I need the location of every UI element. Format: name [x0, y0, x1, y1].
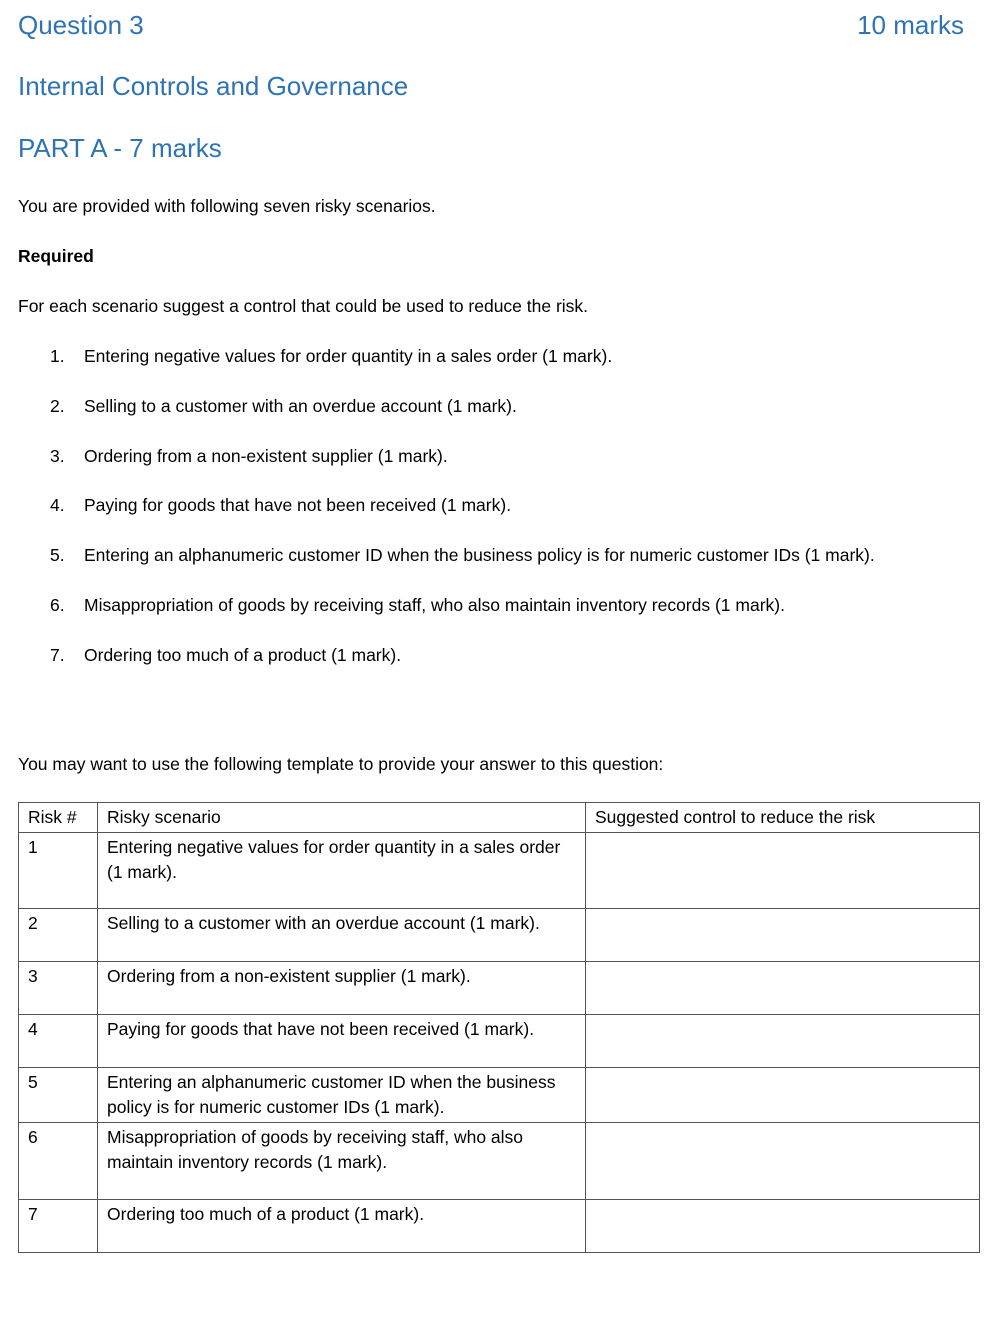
risk-number-cell: 2: [19, 909, 98, 962]
risk-number-cell: 6: [19, 1123, 98, 1200]
scenario-text: Selling to a customer with an overdue account (1 mark).: [84, 396, 517, 416]
table-row: [19, 833, 980, 909]
control-cell[interactable]: [586, 1015, 980, 1068]
instruction-text: For each scenario suggest a control that could be used to reduce the risk.: [18, 296, 589, 316]
table-row: [19, 1123, 980, 1200]
scenario-number: 4.: [50, 495, 65, 515]
scenario-text: Misappropriation of goods by receiving staff, who also maintain inventory records (1 mark).: [84, 595, 785, 615]
risk-number-cell: 1: [19, 833, 98, 909]
scenario-cell: Ordering from a non-existent supplier (1 mark).: [98, 962, 586, 1015]
scenario-item: [50, 446, 448, 467]
scenario-text: Ordering from a non-existent supplier (1 mark).: [84, 446, 448, 466]
table-row: [19, 1200, 980, 1253]
scenario-number: 1.: [50, 346, 65, 366]
scenario-text: Paying for goods that have not been received (1 mark).: [84, 495, 512, 515]
scenario-item: [50, 595, 785, 616]
control-cell[interactable]: [586, 833, 980, 909]
intro-text: You are provided with following seven risky scenarios.: [18, 196, 436, 216]
scenario-text: Entering negative values for order quantity in a sales order (1 mark).: [84, 346, 613, 366]
risk-number-cell: 4: [19, 1015, 98, 1068]
risk-number-cell: 5: [19, 1068, 98, 1123]
scenario-cell: Misappropriation of goods by receiving staff, who also maintain inventory records (1 mark).: [98, 1123, 586, 1200]
scenario-cell: Ordering too much of a product (1 mark).: [98, 1200, 586, 1253]
control-cell[interactable]: [586, 962, 980, 1015]
table-row: [19, 1015, 980, 1068]
scenario-cell: Paying for goods that have not been received (1 mark).: [98, 1015, 586, 1068]
scenario-cell: Entering negative values for order quantity in a sales order (1 mark).: [98, 833, 586, 909]
table-row: [19, 962, 980, 1015]
table-header-row: [19, 803, 980, 833]
header-suggested-control: Suggested control to reduce the risk: [586, 803, 980, 833]
control-cell[interactable]: [586, 1068, 980, 1123]
part-heading: PART A - 7 marks: [18, 133, 222, 163]
scenario-item: [50, 396, 517, 417]
scenario-item: [50, 645, 401, 666]
template-intro: You may want to use the following template to provide your answer to this question:: [18, 754, 664, 774]
answer-template-table: [18, 802, 980, 1253]
scenario-cell: Selling to a customer with an overdue account (1 mark).: [98, 909, 586, 962]
table-row: [19, 909, 980, 962]
scenario-item: [50, 545, 875, 566]
table-row: [19, 1068, 980, 1123]
scenario-item: [50, 346, 612, 367]
scenario-item: [50, 495, 511, 516]
control-cell[interactable]: [586, 909, 980, 962]
question-title: Question 3: [18, 10, 144, 40]
topic-heading: Internal Controls and Governance: [18, 71, 409, 101]
scenario-number: 2.: [50, 396, 65, 416]
scenario-cell: Entering an alphanumeric customer ID when the business policy is for numeric customer IDs (1 mark).: [98, 1068, 586, 1123]
question-marks: 10 marks: [857, 10, 964, 40]
header-risky-scenario: Risky scenario: [98, 803, 586, 833]
risk-number-cell: 7: [19, 1200, 98, 1253]
scenario-text: Ordering too much of a product (1 mark).: [84, 645, 402, 665]
header-risk-number: Risk #: [19, 803, 98, 833]
scenario-number: 6.: [50, 595, 65, 615]
risk-number-cell: 3: [19, 962, 98, 1015]
scenario-text: Entering an alphanumeric customer ID when the business policy is for numeric customer IDs (1 mark).: [84, 545, 875, 565]
control-cell[interactable]: [586, 1123, 980, 1200]
scenario-number: 5.: [50, 545, 65, 565]
required-label: Required: [18, 246, 94, 266]
control-cell[interactable]: [586, 1200, 980, 1253]
scenario-number: 7.: [50, 645, 65, 665]
scenario-number: 3.: [50, 446, 65, 466]
